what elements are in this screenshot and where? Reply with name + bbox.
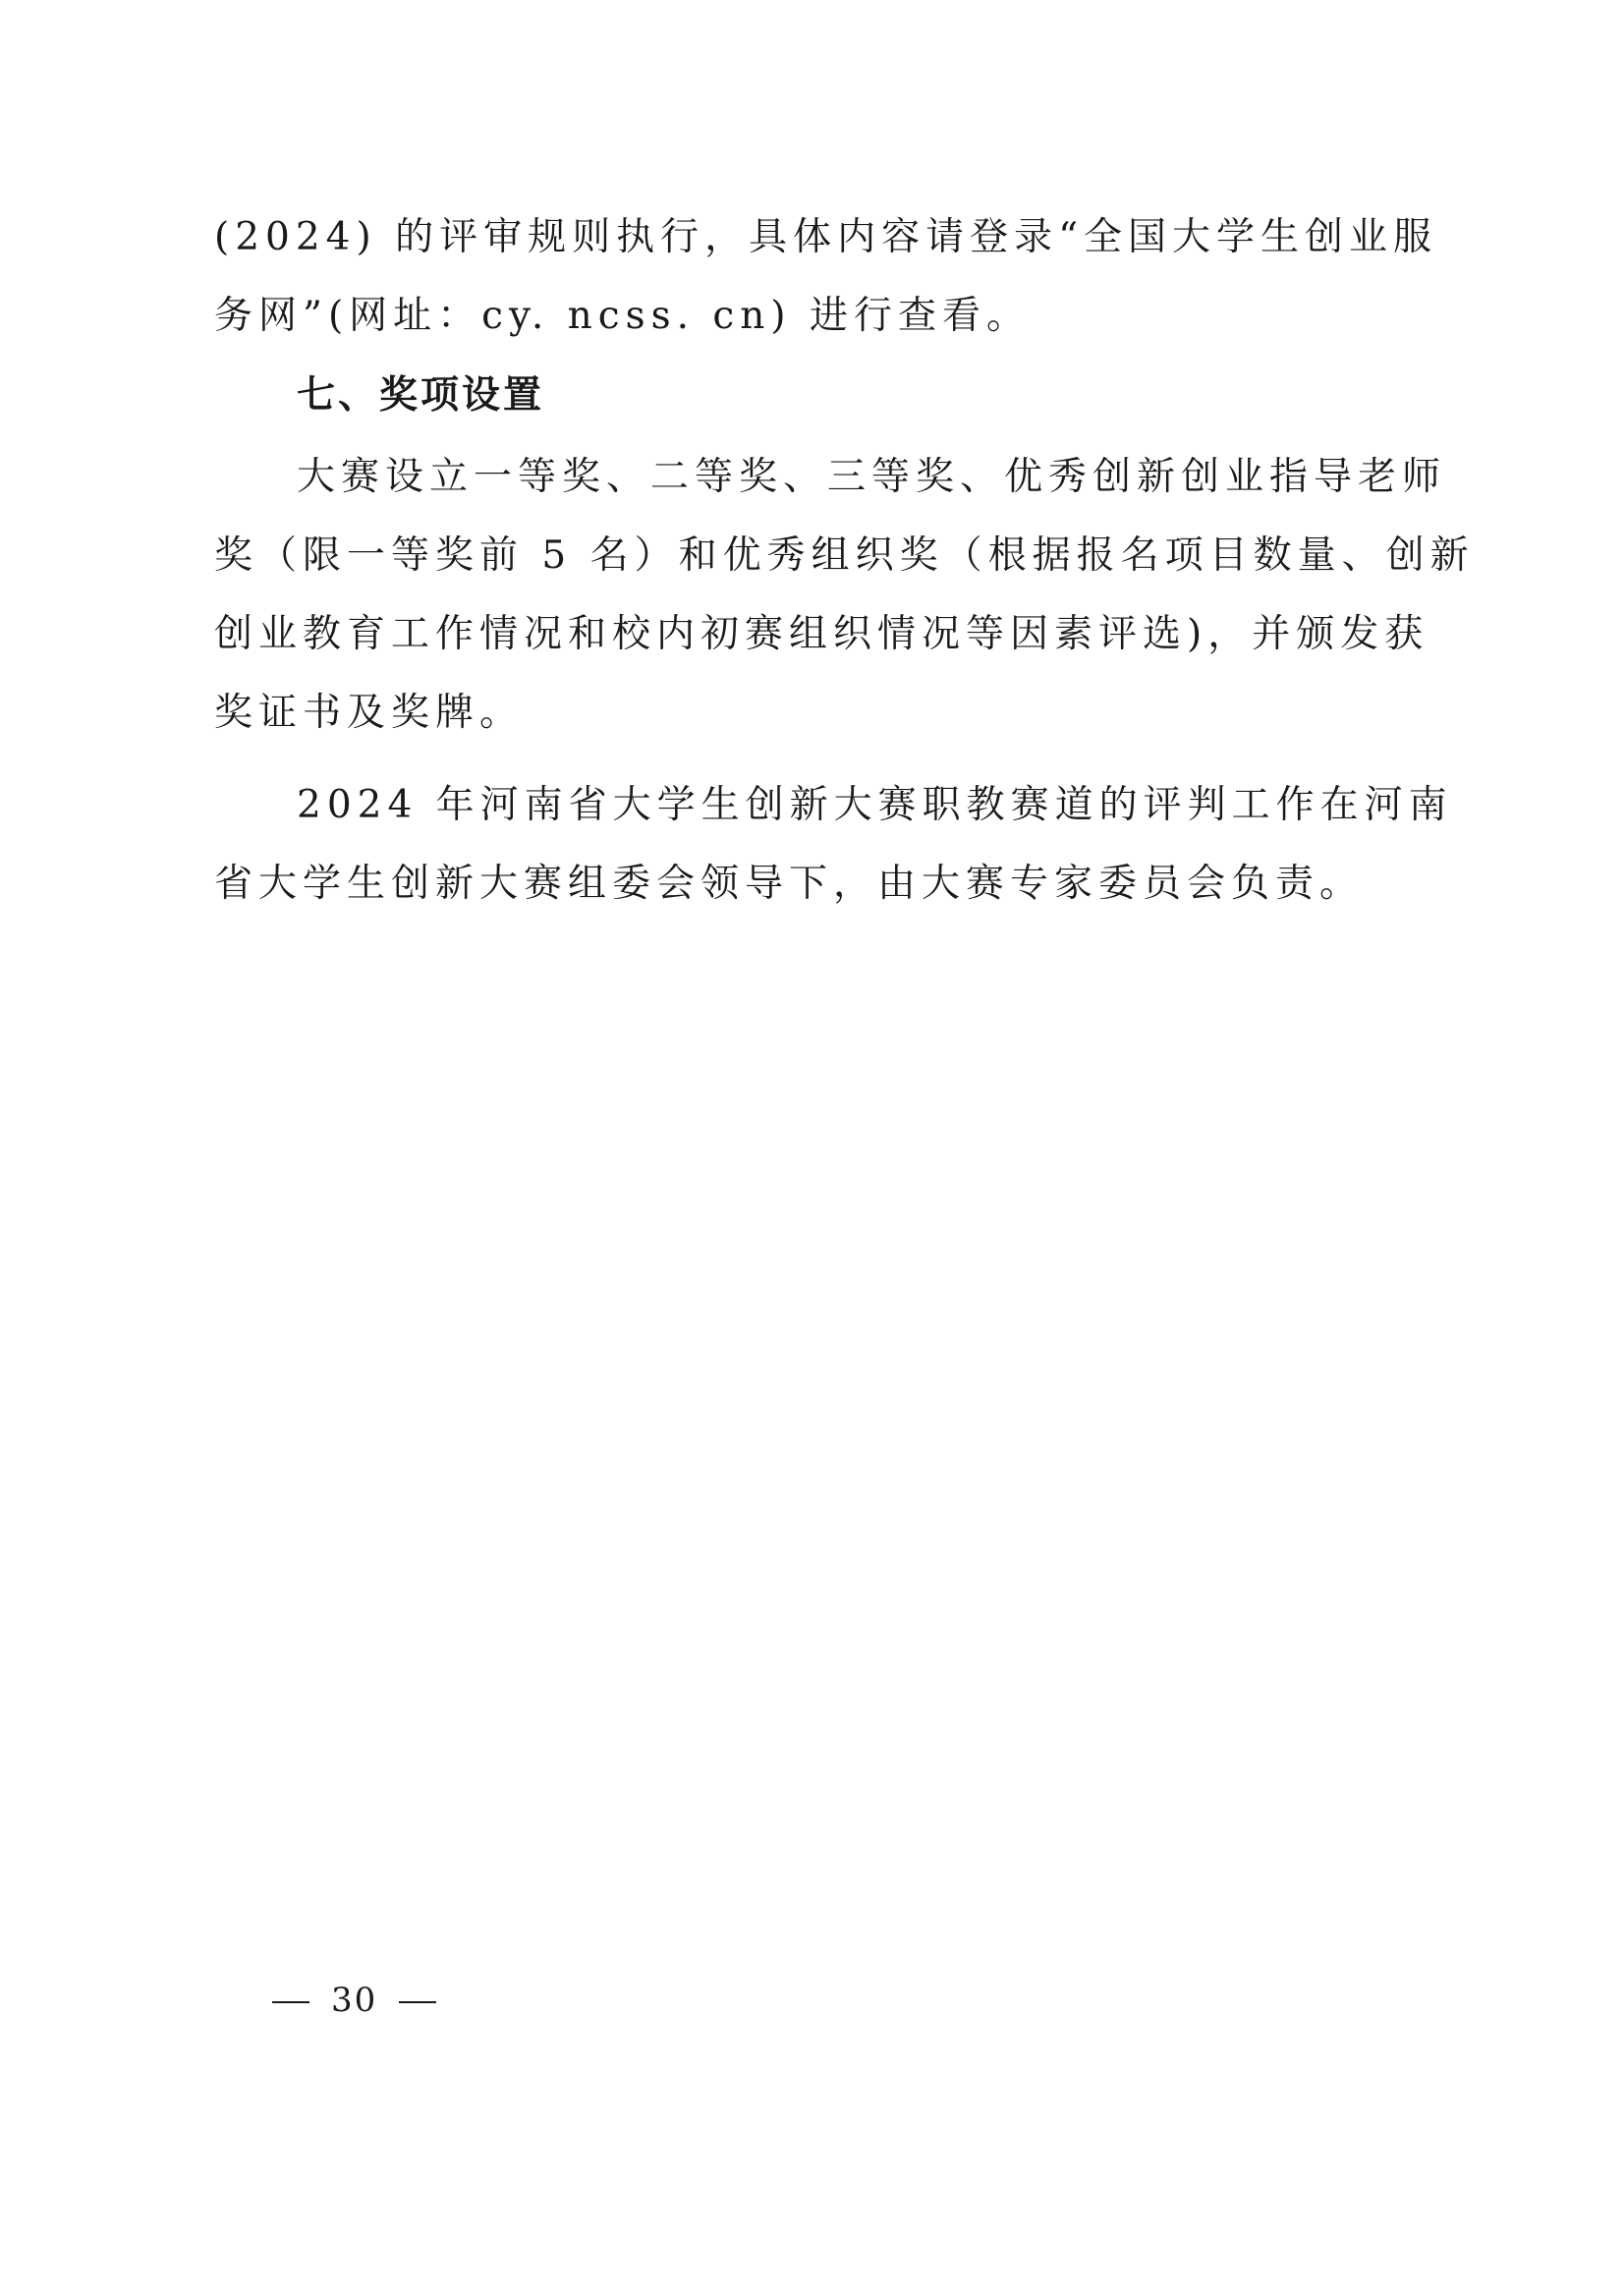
paragraph-line: 奖证书及奖牌。 <box>214 691 525 735</box>
paragraph-line: 省大学生创新大赛组委会领导下，由大赛专家委员会负责。 <box>214 862 1365 906</box>
paragraph-line: 务网”(网址：cy. ncss. cn) 进行查看。 <box>214 294 1031 338</box>
paragraph-line: (2024) 的评审规则执行，具体内容请登录“全国大学生创业服 <box>214 215 1438 259</box>
page-number: 30 <box>331 1981 378 2020</box>
paragraph-continuation <box>214 198 1438 356</box>
paragraph-line: 2024 年河南省大学生创新大赛职教赛道的评判工作在河南 <box>297 783 1453 827</box>
page-footer <box>251 1981 458 2020</box>
section-heading-block <box>214 357 1425 435</box>
section-heading: 七、奖项设置 <box>297 373 545 418</box>
paragraph-line: 大赛设立一等奖、二等奖、三等奖、优秀创新创业指导老师 <box>297 455 1447 499</box>
paragraph-awards <box>214 438 1475 753</box>
footer-dash-left <box>272 2001 309 2003</box>
footer-dash-right <box>399 2001 436 2003</box>
paragraph-judging <box>214 766 1453 924</box>
paragraph-line: 奖（限一等奖前 5 名）和优秀组织奖（根据报名项目数量、创新 <box>214 533 1475 578</box>
paragraph-line: 创业教育工作情况和校内初赛组织情况等因素评选)，并颁发获 <box>214 612 1429 656</box>
